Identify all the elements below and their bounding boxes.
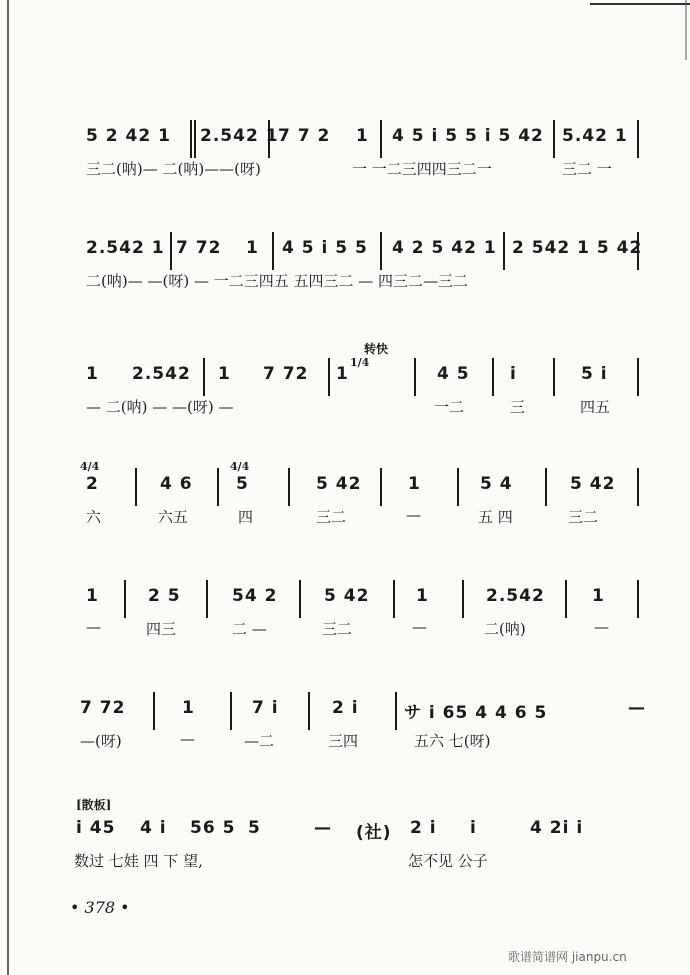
notation-group: 7 7 2 — [278, 126, 331, 146]
notation-group: 1 — [218, 364, 231, 384]
notation-group: 4 5 — [437, 364, 470, 384]
notation-group: 2 542 1 5 42 — [512, 238, 643, 258]
notation-group: 5 2 42 1 — [86, 126, 171, 146]
notation-group: 1 — [86, 586, 99, 606]
barline — [380, 232, 382, 270]
lyric-text: — — [180, 730, 195, 748]
notation-group: 1 — [182, 698, 195, 718]
barline — [637, 468, 639, 506]
notation-group: 5 i — [581, 364, 608, 384]
notation-group: 5 42 — [570, 474, 616, 494]
lyric-text: —(呀) — [80, 732, 122, 750]
barline — [492, 358, 494, 396]
notation-group: 1 — [336, 364, 349, 384]
notation-group: 5 42 — [316, 474, 362, 494]
notation-group: 4 2i i — [530, 818, 584, 838]
lyric-text: 六五 — [158, 508, 189, 526]
lyric-text: 四 — [238, 508, 254, 526]
notation-group: i 45 — [76, 818, 116, 838]
barline — [170, 232, 172, 270]
barline — [153, 692, 155, 730]
notation-group: 2 — [86, 474, 99, 494]
notation-group: — — [314, 818, 332, 838]
barline — [380, 468, 382, 506]
lyric-text: 数过 七娃 四 下 望, — [74, 852, 203, 870]
notation-group: 2.542 — [486, 586, 545, 606]
barline — [565, 580, 567, 618]
notation-group: — — [628, 698, 646, 718]
notation-group: 1 — [246, 238, 259, 258]
lyric-text: 怎不见 公子 — [408, 852, 488, 870]
time-signature-1: 1/4 — [350, 356, 370, 369]
barline — [553, 120, 555, 158]
barline — [190, 120, 192, 158]
barline — [414, 358, 416, 396]
barline — [272, 232, 274, 270]
notation-group: 5 4 — [480, 474, 513, 494]
lyric-text: 三二(呐)— 二(呐)——(呀) — [86, 160, 261, 178]
barline — [194, 120, 196, 158]
lyric-text: 五 四 — [478, 508, 513, 526]
barline — [328, 358, 330, 396]
page-number: • 378 • — [70, 898, 130, 917]
notation-group: 5.42 1 — [562, 126, 628, 146]
notation-group: 1 — [356, 126, 369, 146]
tempo-marking: 转快 — [364, 342, 389, 356]
lyric-text: 六 — [86, 508, 102, 526]
lyric-text: — 二(呐) — —(呀) — — [86, 398, 234, 416]
lyric-text: 三二 — [322, 620, 353, 638]
notation-group: 1 — [592, 586, 605, 606]
lyric-text: 四五 — [580, 398, 611, 416]
barline — [135, 468, 137, 506]
site-footer: 歌谱简谱网 jianpu.cn — [508, 950, 627, 964]
barline — [457, 468, 459, 506]
notation-group: 4 2 5 42 1 — [392, 238, 497, 258]
lyric-text: — — [86, 618, 101, 636]
lyric-text: 一二 — [434, 398, 465, 416]
notation-group: 2 i — [410, 818, 437, 838]
lyric-text: — — [406, 506, 421, 524]
barline — [288, 468, 290, 506]
notation-group: 1 — [408, 474, 421, 494]
notation-group: (社) — [356, 823, 392, 843]
lyric-text: 三二 — [568, 508, 599, 526]
lyric-text: 二 — — [232, 620, 267, 638]
barline — [637, 232, 639, 270]
barline — [268, 120, 270, 158]
notation-group: 2.542 1 — [86, 238, 165, 258]
barline — [206, 580, 208, 618]
notation-group: 4 i — [140, 818, 167, 838]
notation-group: 2 i — [332, 698, 359, 718]
barline — [553, 358, 555, 396]
lyric-text: 三 — [510, 398, 526, 416]
lyric-text: — — [412, 618, 427, 636]
lyric-text: 四三 — [146, 620, 177, 638]
section-label: [散板] — [76, 798, 112, 812]
notation-group: 5 42 — [324, 586, 370, 606]
barline — [462, 580, 464, 618]
notation-group: i — [470, 818, 477, 838]
notation-group: 4 5 i 5 5 i 5 42 — [392, 126, 544, 146]
notation-group: 1 — [416, 586, 429, 606]
barline — [124, 580, 126, 618]
barline — [637, 358, 639, 396]
notation-group: 7 72 — [176, 238, 222, 258]
barline — [203, 358, 205, 396]
barline — [380, 120, 382, 158]
barline — [308, 692, 310, 730]
notation-group: 1 — [86, 364, 99, 384]
notation-group: 7 i — [252, 698, 279, 718]
barline — [545, 468, 547, 506]
lyric-text: 三二 — [316, 508, 347, 526]
lyric-text: 三四 — [328, 732, 359, 750]
notation-group: サ i 65 4 4 6 5 — [404, 703, 548, 723]
barline — [637, 120, 639, 158]
lyric-text: 三二 一 — [562, 160, 612, 178]
lyric-text: 二(呐) — [484, 620, 526, 638]
lyric-text: 一 一二三四四三二一 — [352, 160, 492, 178]
notation-group: 7 72 — [80, 698, 126, 718]
time-signature-2: 4/4 — [80, 460, 100, 473]
lyric-text: —二 — [244, 732, 275, 750]
notation-group: 5 — [248, 818, 261, 838]
notation-group: i — [510, 364, 517, 384]
barline — [299, 580, 301, 618]
barline — [503, 232, 505, 270]
notation-group: 4 5 i 5 5 — [282, 238, 368, 258]
barline — [637, 580, 639, 618]
time-signature-3: 4/4 — [230, 460, 250, 473]
lyric-text: 五六 七(呀) — [414, 732, 491, 750]
barline — [217, 468, 219, 506]
barline — [395, 692, 397, 730]
notation-group: 5 — [236, 474, 249, 494]
notation-group: 2 5 — [148, 586, 181, 606]
notation-group: 2.542 — [132, 364, 191, 384]
notation-group: 56 5 — [190, 818, 236, 838]
lyric-text: 二(呐)— —(呀) — 一二三四五 五四三二 — 四三二—三二 — [86, 272, 469, 290]
notation-group: 7 72 — [263, 364, 309, 384]
barline — [393, 580, 395, 618]
notation-group: 2.542 1 — [200, 126, 279, 146]
notation-group: 4 6 — [160, 474, 193, 494]
lyric-text: — — [594, 618, 609, 636]
notation-group: 54 2 — [232, 586, 278, 606]
barline — [230, 692, 232, 730]
